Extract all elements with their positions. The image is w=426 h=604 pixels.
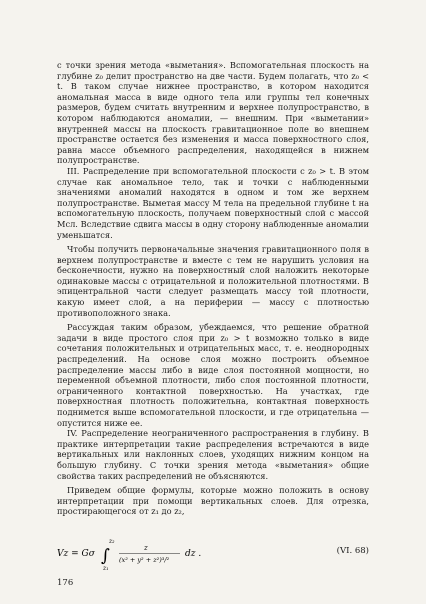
paragraph-6: Приведем общие формулы, которые можно положить в основу интерпретации при помощи вертикальных слоев. Для отрезка, простирающегося от z₁ до z₂, (57, 485, 369, 517)
paragraph-4: Рассуждая таким образом, убеждаемся, что решение обратной задачи в виде простого слоя при z₀ > t возможно только в виде сочетания положительных и отрицательных масс, т. е. неоднородных распределений. На основе слоя можно построить объемное распределение массы либо в виде слоя постоянной мощности, но переменной объемной плотности, либо слоя постоянной плотности, ограниченного контактной поверхностью. На участках, где поверхностная плотность положительна, контактная поверхность поднимется выше вспомогательной плоскости, и где отрицательна — опустится ниже ее. (57, 322, 369, 428)
formula-lhs: Vz = Gσ (57, 549, 95, 559)
upper-limit: z₂ (109, 538, 115, 545)
formula-vi-68 (57, 536, 369, 572)
body-text (57, 60, 369, 517)
lower-limit: z₁ (103, 565, 109, 572)
numerator: z (144, 544, 148, 552)
integral-sign-icon: ∫ (101, 546, 110, 566)
denominator: (x² + y² + z²)³/² (119, 556, 170, 564)
equation-number: (VI. 68) (336, 546, 369, 556)
paragraph-2: III. Распределение при вспомогательной плоскости с z₀ > t. В этом случае как аномальное тело, так и точки с наблюденными значениями аномалий находятся в одном и том же верхнем полупространстве. Выметая массу M тела на предельной глубине t на вспомогательную плоскость, получаем поверхностный слой с массой Mсл. Вследствие сдвига массы в одну сторону наблюденные аномалии уменьшатся. (57, 165, 369, 240)
differential: dz . (185, 549, 202, 559)
formula-graphic (57, 536, 307, 572)
paragraph-3: Чтобы получить первоначальные значения гравитационного поля в верхнем полупространстве и вместе с тем не нарушить условия на бесконечности, нужно на поверхностный слой наложить некоторые одинаковые массы с отрицательной и положительной плотностями. В эпицентральной части следует размещать массу той плотности, какую имеет слой, а на периферии — массу с плотностью противоположного знака. (57, 244, 369, 318)
page-number: 176 (57, 578, 74, 588)
paragraph-5: IV. Распределение неограниченного распространения в глубину. В практике интерпретации такие распределения встречаются в виде вертикальных или наклонных слоев, уходящих нижним концом на большую глубину. С точки зрения метода «выметания» общие свойства таких распределений не объясняются. (57, 428, 369, 481)
paragraph-1: с точки зрения метода «выметания». Вспомогательная плоскость на глубине z₀ делит пространство на две части. Будем полагать, что z₀ < t. В таком случае нижнее пространство, в котором находится аномальная масса в виде одного тела или группы тел конечных размеров, будем считать внутренним и верхнее полупространство, в котором наблюдаются аномалии, — внешним. При «выметании» внутренней массы на плоскость гравитационное поле во внешнем пространстве остается без изменения и масса поверхностного слоя, равна массе объемного распределения, находящейся в нижнем полупространстве. (57, 60, 369, 166)
